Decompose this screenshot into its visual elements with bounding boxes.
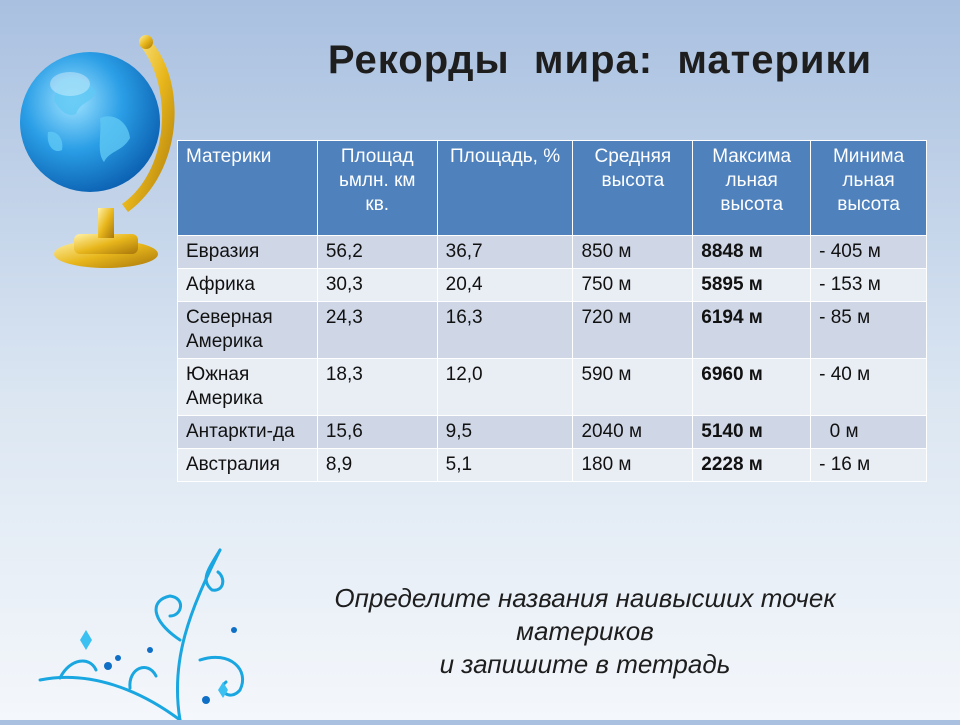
globe-icon <box>18 22 188 272</box>
cell-avg-height: 590 м <box>573 359 693 416</box>
cell-area-percent: 9,5 <box>437 416 573 449</box>
task-line-1: Определите названия наивысших точек <box>334 583 836 613</box>
cell-max-height: 5895 м <box>693 269 811 302</box>
header-continents: Материки <box>178 141 318 236</box>
cell-continent: Антаркти-да <box>178 416 318 449</box>
cell-avg-height: 720 м <box>573 302 693 359</box>
table-row <box>178 302 927 359</box>
cell-continent: Африка <box>178 269 318 302</box>
table-row <box>178 416 927 449</box>
continents-records-table <box>177 140 927 482</box>
cell-min-height: - 405 м <box>811 236 927 269</box>
table-header-row <box>178 141 927 236</box>
header-area-mln-km2: Площад ьмлн. км кв. <box>317 141 437 236</box>
cell-continent: Австралия <box>178 449 318 482</box>
cell-max-height: 5140 м <box>693 416 811 449</box>
header-min-height: Минима льная высота <box>811 141 927 236</box>
cell-area-percent: 5,1 <box>437 449 573 482</box>
table-row <box>178 236 927 269</box>
cell-area-percent: 20,4 <box>437 269 573 302</box>
header-avg-height: Средняя высота <box>573 141 693 236</box>
cell-area-percent: 12,0 <box>437 359 573 416</box>
cell-avg-height: 750 м <box>573 269 693 302</box>
cell-min-height: - 40 м <box>811 359 927 416</box>
cell-area: 56,2 <box>317 236 437 269</box>
cell-min-height: - 153 м <box>811 269 927 302</box>
floral-ornament <box>30 520 270 720</box>
page-title: Рекорды мира: материки <box>327 38 873 82</box>
header-max-height: Максима льная высота <box>693 141 811 236</box>
task-line-2: материков <box>516 616 654 646</box>
cell-avg-height: 850 м <box>573 236 693 269</box>
task-instruction <box>260 582 910 681</box>
cell-area: 18,3 <box>317 359 437 416</box>
table-row <box>178 269 927 302</box>
cell-min-height: 0 м <box>811 416 927 449</box>
cell-max-height: 6960 м <box>693 359 811 416</box>
cell-continent: Евразия <box>178 236 318 269</box>
cell-avg-height: 180 м <box>573 449 693 482</box>
cell-min-height: - 85 м <box>811 302 927 359</box>
cell-max-height: 8848 м <box>693 236 811 269</box>
cell-area: 8,9 <box>317 449 437 482</box>
cell-min-height: - 16 м <box>811 449 927 482</box>
cell-area: 30,3 <box>317 269 437 302</box>
cell-max-height: 6194 м <box>693 302 811 359</box>
cell-avg-height: 2040 м <box>573 416 693 449</box>
cell-area: 24,3 <box>317 302 437 359</box>
header-area-percent: Площадь, % <box>437 141 573 236</box>
cell-area-percent: 36,7 <box>437 236 573 269</box>
cell-area-percent: 16,3 <box>437 302 573 359</box>
table-row <box>178 359 927 416</box>
cell-max-height: 2228 м <box>693 449 811 482</box>
table-row <box>178 449 927 482</box>
cell-continent: Южная Америка <box>178 359 318 416</box>
cell-continent: Северная Америка <box>178 302 318 359</box>
task-line-3: и запишите в тетрадь <box>439 649 731 679</box>
cell-area: 15,6 <box>317 416 437 449</box>
